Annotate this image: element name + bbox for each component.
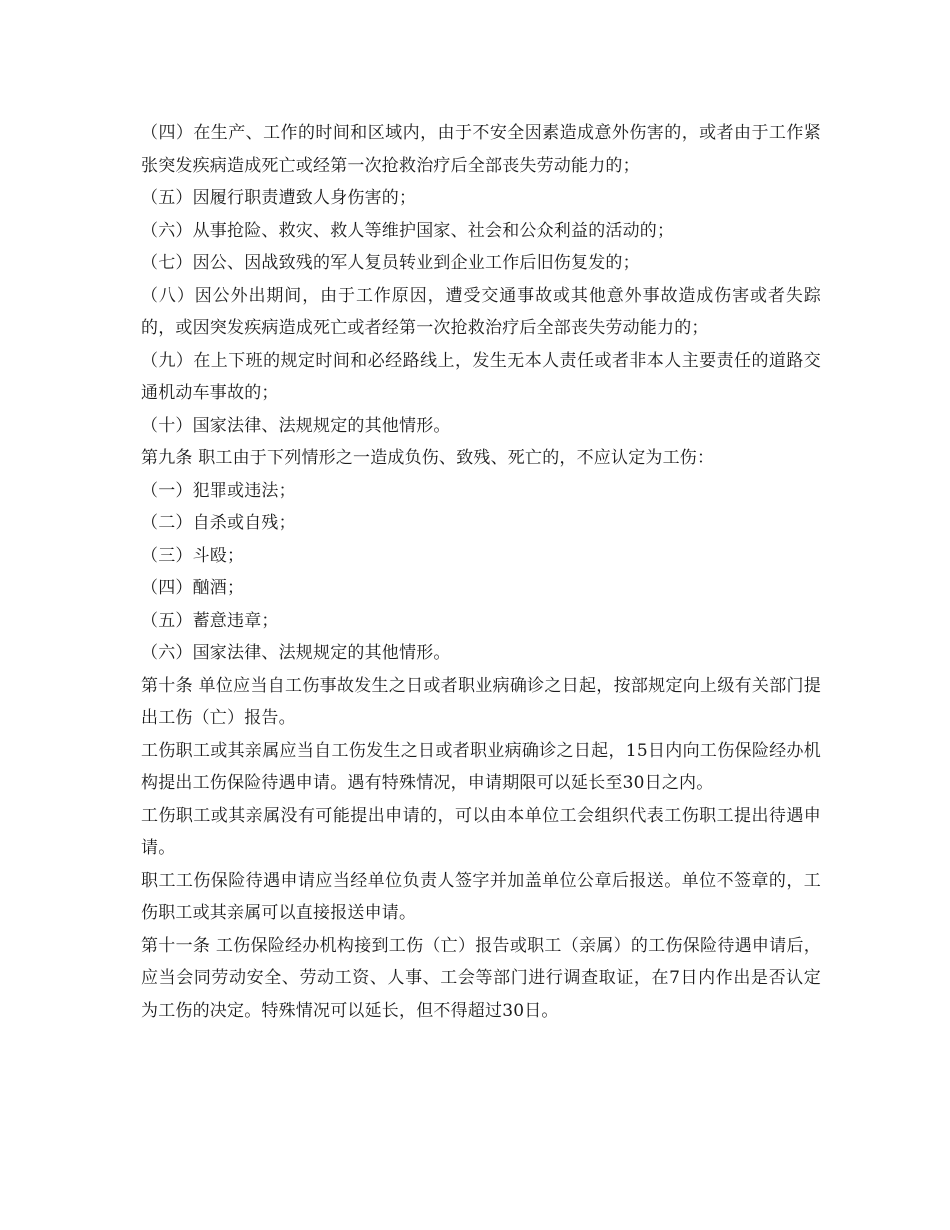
exclusion-item-5: （五）蓄意违章； (141, 610, 279, 631)
article-10-paragraph-4: 职工工伤保险待遇申请应当经单位负责人签字并加盖单位公章后报送。单位不签章的，工伤职工或其亲属可以直接报送申请。 (141, 870, 821, 923)
document-body (141, 117, 821, 1027)
exclusion-item-3: （三）斗殴； (141, 545, 245, 566)
paragraph-item-10: （十）国家法律、法规规定的其他情形。 (141, 415, 451, 436)
paragraph-item-7: （七）因公、因战致残的军人复员转业到企业工作后旧伤复发的； (141, 253, 640, 273)
exclusion-item-1: （一）犯罪或违法； (141, 480, 296, 501)
article-10-paragraph-1: 第十条 单位应当自工伤事故发生之日或者职业病确诊之日起，按部规定向上级有关部门提出工伤（亡）报告。 (141, 675, 821, 728)
article-10-paragraph-3: 工伤职工或其亲属没有可能提出申请的，可以由本单位工会组织代表工伤职工提出待遇申请。 (141, 805, 821, 858)
paragraph-item-9: （九）在上下班的规定时间和必经路线上，发生无本人责任或者非本人主要责任的道路交通机动车事故的； (141, 350, 821, 403)
exclusion-item-6: （六）国家法律、法规规定的其他情形。 (141, 643, 451, 663)
article-11-paragraph: 第十一条 工伤保险经办机构接到工伤（亡）报告或职工（亲属）的工伤保险待遇申请后，应当会同劳动安全、劳动工资、人事、工会等部门进行调查取证，在7日内作出是否认定为工伤的决定。特殊情况可以延长，但不得超过30日。 (141, 935, 821, 1021)
paragraph-item-4: （四）在生产、工作的时间和区域内，由于不安全因素造成意外伤害的，或者由于工作紧张突发疾病造成死亡或经第一次抢救治疗后全部丧失劳动能力的； (141, 123, 821, 176)
paragraph-item-8: （八）因公外出期间，由于工作原因，遭受交通事故或其他意外事故造成伤害或者失踪的，或因突发疾病造成死亡或者经第一次抢救治疗后全部丧失劳动能力的； (141, 285, 821, 338)
paragraph-item-6: （六）从事抢险、救灾、救人等维护国家、社会和公众利益的活动的； (141, 220, 675, 241)
article-9-heading: 第九条 职工由于下列情形之一造成负伤、致残、死亡的，不应认定为工伤： (141, 448, 715, 468)
article-10-paragraph-2: 工伤职工或其亲属应当自工伤发生之日或者职业病确诊之日起，15日内向工伤保险经办机构提出工伤保险待遇申请。遇有特殊情况，申请期限可以延长至30日之内。 (141, 740, 821, 793)
exclusion-item-2: （二）自杀或自残； (141, 513, 296, 533)
paragraph-item-5: （五）因履行职责遭致人身伤害的； (141, 188, 417, 208)
exclusion-item-4: （四）酗酒； (141, 578, 245, 598)
